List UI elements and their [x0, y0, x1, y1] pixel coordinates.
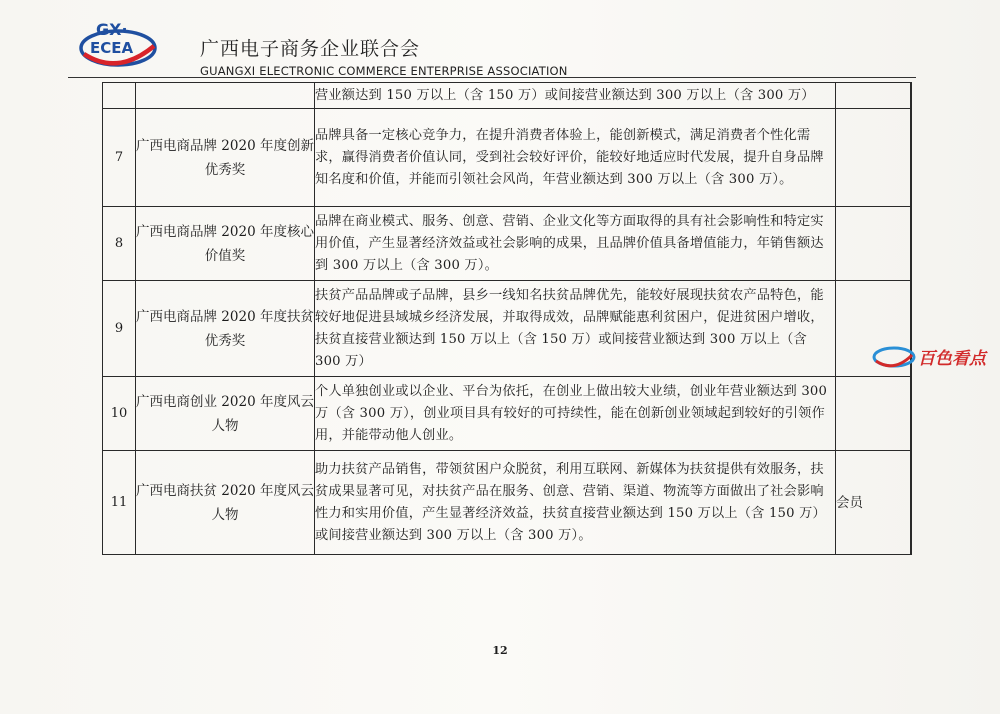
- row-number: 10: [103, 377, 136, 451]
- award-criteria: 营业额达到 150 万以上（含 150 万）或间接营业额达到 300 万以上（含 300 万）: [315, 83, 836, 109]
- page-number: 12: [492, 644, 508, 657]
- org-name-chinese: 广西电子商务企业联合会: [200, 38, 421, 60]
- award-name: 广西电商创业 2020 年度风云人物: [136, 377, 315, 451]
- watermark-text: 百色看点: [918, 349, 986, 369]
- outer-column-rule: [910, 83, 911, 555]
- row-number: 11: [103, 451, 136, 555]
- award-criteria: 品牌具备一定核心竞争力，在提升消费者体验上，能创新模式，满足消费者个性化需求，赢得消费者价值认同，受到社会较好评价，能较好地适应时代发展，提升自身品牌知名度和价值，并能而引领社会风尚，年营业额达到 300 万以上（含 300 万）。: [315, 109, 836, 207]
- row-number: 9: [103, 281, 136, 377]
- award-criteria: 扶贫产品品牌或子品牌，县乡一线知名扶贫品牌优先，能较好展现扶贫农产品特色，能较好地促进县域城乡经济发展，并取得成效，品牌赋能惠利贫困户，促进贫困户增收，扶贫直接营业额达到 150 万以上（含 150 万）或间接营业额达到 300 万以上（含 300 万）: [315, 281, 836, 377]
- member-cell: [836, 377, 912, 451]
- member-cell: 会员: [836, 451, 912, 555]
- award-name: 广西电商品牌 2020 年度创新优秀奖: [136, 109, 315, 207]
- award-name: 广西电商扶贫 2020 年度风云人物: [136, 451, 315, 555]
- logo-text-top: GX·: [96, 20, 128, 39]
- awards-table: [102, 82, 912, 555]
- table-row: [103, 281, 912, 377]
- award-name: [136, 83, 315, 109]
- association-logo: [78, 14, 160, 74]
- table-row: [103, 207, 912, 281]
- row-number: 8: [103, 207, 136, 281]
- header-divider: [68, 77, 916, 78]
- award-criteria: 个人单独创业或以企业、平台为依托，在创业上做出较大业绩，创业年营业额达到 300 万（含 300 万），创业项目具有较好的可持续性，能在创新创业领域起到较好的引领作用，并能带动他人创业。: [315, 377, 836, 451]
- member-cell: [836, 109, 912, 207]
- award-name: 广西电商品牌 2020 年度核心价值奖: [136, 207, 315, 281]
- table-row: [103, 377, 912, 451]
- member-cell: [836, 83, 912, 109]
- table-row: [103, 451, 912, 555]
- award-criteria: 品牌在商业模式、服务、创意、营销、企业文化等方面取得的具有社会影响性和特定实用价值，产生显著经济效益或社会影响的成果，且品牌价值具备增值能力，年销售额达到 300 万以上（含 300 万）。: [315, 207, 836, 281]
- row-number: 7: [103, 109, 136, 207]
- table-row: [103, 83, 912, 109]
- award-criteria: 助力扶贫产品销售，带领贫困户众脱贫，利用互联网、新媒体为扶贫提供有效服务，扶贫成果显著可见，对扶贫产品在服务、创意、营销、渠道、物流等方面做出了社会影响性力和实用价值，产生显著经济效益，扶贫直接营业额达到 150 万以上（含 150 万）或间接营业额达到 300 万以上（含 300 万）。: [315, 451, 836, 555]
- table-row: [103, 109, 912, 207]
- org-name-english: GUANGXI ELECTRONIC COMMERCE ENTERPRISE ASSOCIATION: [200, 64, 568, 78]
- logo-text-bottom: ECEA: [90, 39, 134, 57]
- member-cell: [836, 207, 912, 281]
- award-name: 广西电商品牌 2020 年度扶贫优秀奖: [136, 281, 315, 377]
- row-number: [103, 83, 136, 109]
